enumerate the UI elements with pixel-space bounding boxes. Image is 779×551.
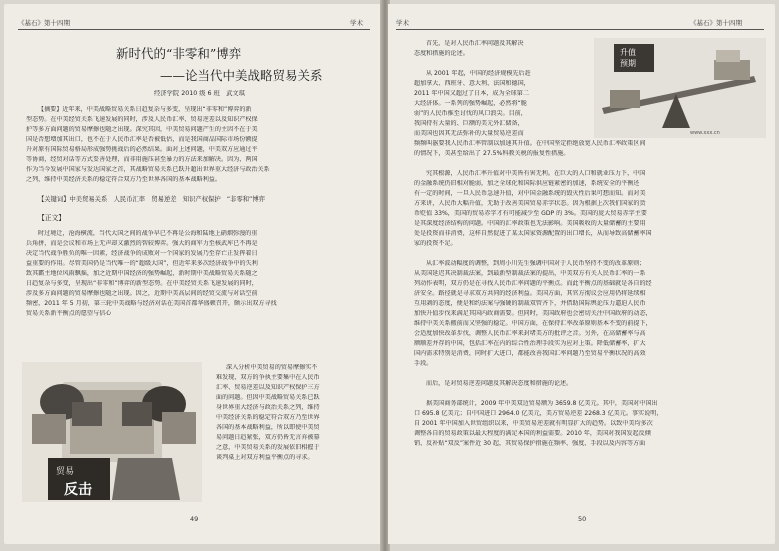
para2-line: 币贬值 33%，美国的贸易赤字才有可能减少至 GDP 的 3%。美国的庞大贸易赤字主要 xyxy=(414,210,647,217)
abstract-line: 【摘要】近年来，中美战略贸易关系日趋复杂与多变，呈现出“非零和”博弈的新 xyxy=(38,106,252,113)
side-line: 中美经济关系的稳定符合双方乃至世界 xyxy=(216,414,320,421)
para2-line: 的金融系统仍旧相对脆弱，加之全球化和国际供应链紧密的加速，系统安全的平衡还 xyxy=(414,180,640,187)
para3-line: 额顺差并存的中国，包括汇率在内的综合性治理手段实为应对上策。降低储蓄率，扩大 xyxy=(414,340,646,347)
para1-line: 而美国也因其无法弥补的大量贸易逆差而 xyxy=(414,130,524,137)
appreciation-label: 升值 xyxy=(620,48,636,57)
para2-line: 有一定的时间，一旦人民币急速升值，对中国金融系统的毁灭性后果可想而知。而对美 xyxy=(414,190,646,197)
side-line: 汇率、贸易逆差以及知识产权保护三方 xyxy=(216,384,320,391)
para1-line: 2011 年中国又超过了日本，成为全球第二 xyxy=(414,90,529,97)
para5-line: 调整各自的贸易政策以最大程度的满足本国的利益需要。2010 年，美国对我国发起反倾 xyxy=(414,430,651,437)
side-line: 之意，中美贸易关系的发展依旧相握于 xyxy=(216,444,320,451)
para3-line: 济安全。路径就是寻求双方共同的经济利益。美国方面，其官方彻议会应用仍将延续相 xyxy=(414,290,646,297)
para2-line: 家的投资不足。 xyxy=(414,240,457,247)
para1-line: 超加拿大、西班牙、意大利、法国和德国， xyxy=(414,80,530,87)
body-line: 日趋复杂与多变，呈现出“非零和”博弈的新型态势。在中美经贸关系飞速发展的同时， xyxy=(26,280,258,287)
abstract-line: 升对原有国际贸易格局形成强势挑战后的必然结果。面对上述问题，中美双方应通过平 xyxy=(26,146,258,153)
expectation-label: 预期 xyxy=(620,59,636,68)
para3-line: 国内需求特别是消费，同时扩大进口，都能改善我国汇率问题乃至贸易平衡状况的高效 xyxy=(414,350,646,357)
side-line: 面的问题。但因中美战略贸易关系已跃 xyxy=(216,394,320,401)
intro-line: 态度和措施的论述。 xyxy=(414,50,469,57)
article-subtitle: ——论当代中美战略贸易关系 xyxy=(160,68,323,83)
body-line: 贸易关系新平衡点的愿望与信心 xyxy=(26,310,112,317)
keywords-line: 【关键词】中美贸易关系 人民币汇率 贸易逆差 知识产权保护 “非零和”博弈 xyxy=(38,196,265,203)
right-header-section: 学术 xyxy=(396,19,409,27)
side-line: 易问题日趋紧张，双方仍皆无言弃被幕 xyxy=(216,434,320,441)
para3-line: 加快升值步伐来满足其国内政商需要。但同时，美国政府也会密切关注中国政府的动态， xyxy=(414,310,652,317)
para5-line: 口 695.8 亿美元；自中国进口 2964.0 亿美元，美方贸易逆差 2268.3 亿美元。事实说明， xyxy=(414,410,663,417)
para2-line: 究其根源，人民币汇率升值对中美皆有害无利。在巨大的人口和就业压力下，中国 xyxy=(426,170,646,177)
left-page-number: 49 xyxy=(190,515,199,523)
abstract-line: 国是否想增加其出口，也不在于人民币汇率是否被低估，而是我国商品国际市场份额提 xyxy=(26,136,258,143)
side-line: 深入分析中美贸易的贸易摩擦实不 xyxy=(226,364,318,371)
para5-line: 据美国商务部统计，2009 年中美双边贸易额为 3659.8 亿美元。其中，美国对中国出 xyxy=(426,400,658,407)
para1-line: 从 2001 年起，中国的经济规模先后赶 xyxy=(426,70,531,77)
body-line: 兵角拼，而是会议和市场上无声却又激烈的智较博弈。强大的商军力至核武库已不再是 xyxy=(26,240,258,247)
seesaw-image xyxy=(594,38,766,138)
side-line: 身世界重大经济与政治关系之列，维持 xyxy=(216,404,320,411)
side-line: 难发现，双方的争执主要集中在人民币 xyxy=(216,374,320,381)
right-header-rule xyxy=(396,29,764,30)
left-header-rule xyxy=(18,29,370,30)
para3-line: 列动作表明，双方仍是在寻找人民币汇率问题的平衡点。而此平衡点的基础就是各自的经 xyxy=(414,280,652,287)
para3-line: 从汇率波动幅度的调整，到周小川先生强调中国对于人民币坚持不变的改革原则； xyxy=(426,260,646,267)
abstract-line: 等协商，经贸对话等方式妥善处理，而非用施压甚至暴力的方法来加解决。因为，两国 xyxy=(26,156,258,163)
left-header-section: 学术 xyxy=(350,19,363,27)
left-page xyxy=(4,4,382,544)
para3-line: 互用剥的态度，便是和约法案与强硬的制裁双管齐下，并借助国际舆论压力逼迫人民币 xyxy=(414,300,646,307)
trade-badge-text: 贸易 xyxy=(56,467,75,477)
right-page xyxy=(388,4,775,544)
para1-line: 的情况下，美甚至给出了 27.5%科教关税的报复性措施。 xyxy=(414,150,570,157)
abstract-line: 之列，维持中美经济关系的稳定符合双方乃至世界各国的基本战略利益。 xyxy=(26,176,221,183)
para3-line: 手段。 xyxy=(414,360,433,367)
body-line: 涉及多方面问题的贸易摩擦也随之出现。因之，近期中美高层间的经贸交流与对话空前 xyxy=(26,290,258,297)
para5-line: 销、反补贴“双反”案件近 30 起，其贸易保护措施在频率、强度、手段以及内容等方面 xyxy=(414,440,646,447)
currency-illustration xyxy=(594,38,766,138)
para1-line: 频频叫嚣要我人民币汇率管制以加速其升值。在中国坚定拒绝放宽人民币汇率政策区间 xyxy=(414,140,646,147)
abstract-line: 作为当今发展中国家与发达国家之首，其战略贸易关系已跃升超出世界重大经济与政治关系 xyxy=(26,166,270,173)
counterattack-text: 反击 xyxy=(64,482,92,498)
intro-line: 首先，是对人民币汇率问题及其解决 xyxy=(426,40,524,47)
image-watermark: www.xxx.cn xyxy=(690,130,720,136)
right-header-title: 《基石》第十四期 xyxy=(690,19,742,27)
para3-line: 从美国延迟其决制裁法案，到最新型制裁法案的提出，中美双方有关人民币汇率的一系 xyxy=(414,270,646,277)
para1-line: 大经济体。一系列的强势崛起，必然将“脆 xyxy=(414,100,527,107)
para2-line: 处是投资而非消费，这样自然促进了某太国家资源配置的出口增长，从而导致高储蓄率国 xyxy=(414,230,652,237)
body-line: 时过境迁，沧海横流，当代大国之间的战争早已不再是公海和陆地上硝烟弥漫的重 xyxy=(38,230,258,237)
para3-line: 维持中美关系搬前而又坚强的稳定。中国方面，在保持汇率改革原则基本不变的前提下， xyxy=(414,320,652,327)
abstract-line: 型态势。在中美经贸关系飞速发展的同时，涉及人民币汇率、贸易逆差以及知识产权保 xyxy=(26,116,258,123)
boxing-gloves-image xyxy=(22,362,202,502)
trade-war-illustration xyxy=(22,362,202,502)
para4-line: 而后，是对贸易逆差问题及其解决态度和措施的论述。 xyxy=(426,380,573,387)
body-line: 频密，2011 年 5 月初，第三轮中美战略与经济对话在美国首都华盛顿召开，颇示出双方寻找 xyxy=(26,300,277,307)
abstract-line: 护等多方面问题的贸易摩擦也随之出现。深究其因，中美贸易问题产生的主因不在于美 xyxy=(26,126,258,133)
side-line: 各国的基本战略利益，所以即使中美贸 xyxy=(216,424,320,431)
body-line: 益重要的作用。尽管美国仍是当代唯一的“超级大国”，但近年来多次经济战争中的失利 xyxy=(26,260,258,267)
para2-line: 是其深度经济结构的问题。中国的汇率政策也无法影响。美国吸收的大量储蓄的主要用 xyxy=(414,220,646,227)
article-author: 经济学院 2010 级 6 班 武文琪 xyxy=(154,90,246,97)
body-line: 致其霸主地位风雨飘摇，加之近期中国经济的强势崛起，新时期中美战略贸易关系随之 xyxy=(26,270,258,277)
body-heading: 【正文】 xyxy=(38,214,66,222)
side-line: 谈判桌上对双方利益平衡点的寻求。 xyxy=(216,454,314,461)
para2-line: 方来讲，人民币大幅升值，无助于改善美国贸易赤字状态。因为根据上次我们国家的货 xyxy=(414,200,646,207)
para3-line: 会适度加快改革步伐，调整人民币汇率来封堵美方的批评之音。另外，在高储蓄率与高 xyxy=(414,330,646,337)
para1-line: 弱”的人民币推至讨伐的风口浪尖。目前， xyxy=(414,110,527,117)
para5-line: 自 2001 年中国加入世贸组织以来，中美贸易逆差就有明显扩大的趋势。以致中美均多次 xyxy=(414,420,653,427)
body-line: 决定当代战争胜负的唯一因素，经济战争的成败对一个国家的发展乃至存亡正发挥着日 xyxy=(26,250,258,257)
left-header-title: 《基石》第十四期 xyxy=(18,19,70,27)
article-title: 新时代的“非零和”博弈 xyxy=(116,46,242,61)
para1-line: 我国持有大量的、巨额的美元外汇储备， xyxy=(414,120,524,127)
right-page-number: 50 xyxy=(578,515,587,523)
